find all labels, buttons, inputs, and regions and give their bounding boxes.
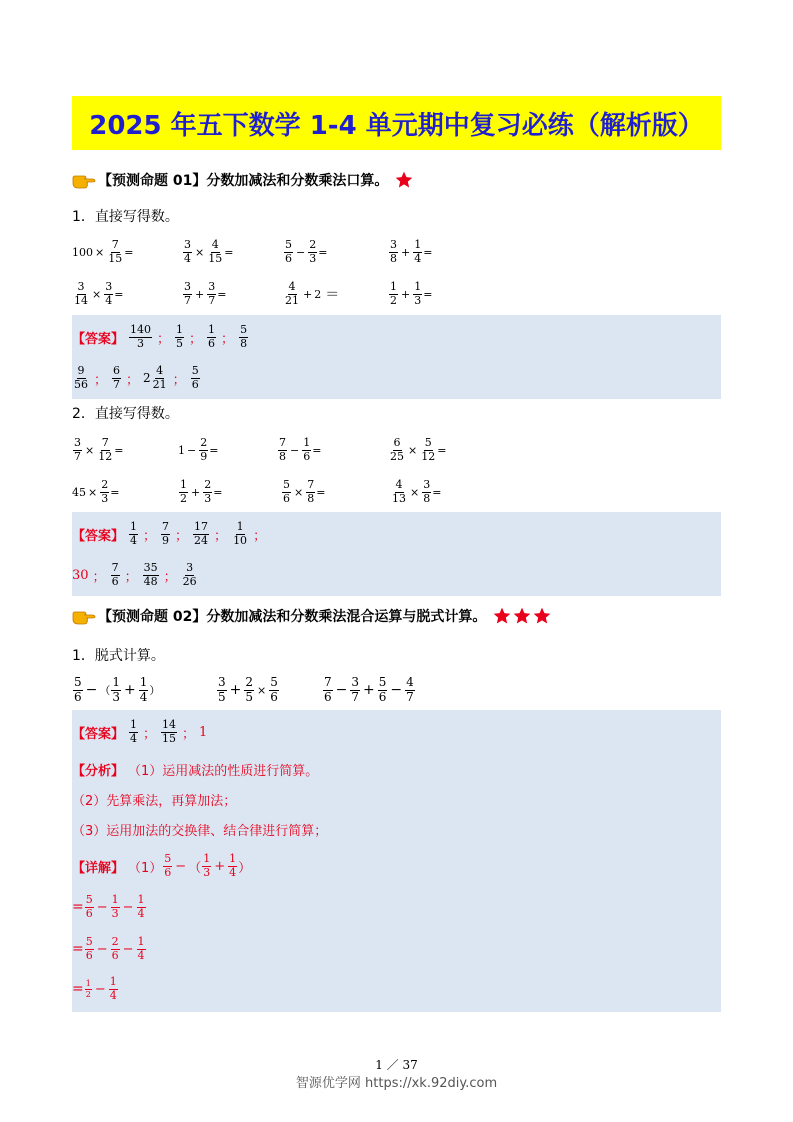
answer-box xyxy=(72,512,721,596)
answer-row: 【答案】 $\frac{1}{4}$ ； $\frac{14}{15}$ ； 1 xyxy=(72,717,208,745)
answer-row: 【答案】 $\frac{140}{3}$ ； $\frac{1}{5}$ ； $\frac{1}{6}$ ； $\frac{5}{8}$ xyxy=(72,322,248,350)
answer-row: 【答案】 $\frac{1}{4}$ ； $\frac{7}{9}$ ； $\frac{17}{24}$ ； $\frac{1}{10}$ ； xyxy=(72,519,267,547)
pointing-hand-icon xyxy=(72,607,96,625)
expression: 45 × $\frac{2}{3}$ = xyxy=(72,477,120,505)
expression-row xyxy=(72,272,721,316)
expression: $\frac{3}{14}$ × $\frac{3}{4}$ = xyxy=(74,279,124,307)
section-heading-01 xyxy=(72,170,414,190)
expression-row xyxy=(72,230,721,274)
expression-row xyxy=(72,668,721,712)
question-label: 1．脱式计算。 xyxy=(72,648,165,664)
expression: $\frac{3}{7}$ × $\frac{7}{12}$ = xyxy=(74,435,124,463)
question-label: 2．直接写得数。 xyxy=(72,406,179,422)
detail-step: = $\frac{1}{2}$ − $\frac{1}{4}$ xyxy=(72,974,117,1002)
expression-row xyxy=(72,470,721,514)
analysis-row: （2）先算乘法，再算加法； xyxy=(72,793,237,809)
page-title: 2025 年五下数学 1-4 单元期中复习必练（解析版） xyxy=(89,110,704,141)
expression: $\frac{3}{5}$ + $\frac{2}{5}$ × $\frac{5}{6}$ xyxy=(218,674,278,704)
footer-watermark: 智源优学网 https://xk.92diy.com xyxy=(295,1076,498,1091)
analysis-row: （3）运用加法的交换律、结合律进行简算； xyxy=(72,823,328,839)
difficulty-stars xyxy=(394,170,414,190)
expression: $\frac{7}{6}$ − $\frac{3}{7}$ + $\frac{5}{6}$ − $\frac{4}{7}$ xyxy=(324,674,414,704)
answer-box xyxy=(72,315,721,399)
expression-row xyxy=(72,428,721,472)
answer-box xyxy=(72,710,721,1012)
star-icon xyxy=(532,606,552,626)
question-label: 1．直接写得数。 xyxy=(72,209,179,225)
star-icon xyxy=(394,170,414,190)
expression: $\frac{4}{21}$ + 2 ＝ xyxy=(285,279,340,307)
star-icon xyxy=(492,606,512,626)
expression: $\frac{5}{6}$ × $\frac{7}{8}$ = xyxy=(283,477,326,505)
expression: $\frac{3}{8}$ + $\frac{1}{4}$ = xyxy=(390,237,433,265)
section-heading-02 xyxy=(72,606,552,626)
expression: $\frac{3}{4}$ × $\frac{4}{15}$ = xyxy=(184,237,234,265)
star-icon xyxy=(512,606,532,626)
title-banner xyxy=(72,96,721,150)
expression: $\frac{1}{2}$ + $\frac{1}{3}$ = xyxy=(390,279,433,307)
expression: $\frac{5}{6}$ − （ $\frac{1}{3}$ + $\frac{1}{4}$ ） xyxy=(74,674,161,704)
expression: 1 − $\frac{2}{9}$ = xyxy=(178,435,219,463)
expression: $\frac{5}{6}$ − $\frac{2}{3}$ = xyxy=(285,237,328,265)
expression: $\frac{6}{25}$ × $\frac{5}{12}$ = xyxy=(390,435,447,463)
section-heading-text: 【预测命题 02】分数加减法和分数乘法混合运算与脱式计算。 xyxy=(98,609,487,625)
expression: $\frac{7}{8}$ − $\frac{1}{6}$ = xyxy=(279,435,322,463)
expression: $\frac{3}{7}$ + $\frac{3}{7}$ = xyxy=(184,279,227,307)
detail-step: = $\frac{5}{6}$ − $\frac{1}{3}$ − $\frac{1}{4}$ xyxy=(72,892,145,920)
expression: $\frac{4}{13}$ × $\frac{3}{8}$ = xyxy=(392,477,442,505)
difficulty-stars xyxy=(492,606,552,626)
expression: $\frac{1}{2}$ + $\frac{2}{3}$ = xyxy=(180,477,223,505)
section-heading-text: 【预测命题 01】分数加减法和分数乘法口算。 xyxy=(98,173,389,189)
answer-row: $\frac{9}{56}$ ； $\frac{6}{7}$ ； 2 $\frac{4}{21}$ ； $\frac{5}{6}$ xyxy=(74,363,199,391)
detail-step: = $\frac{5}{6}$ − $\frac{2}{6}$ − $\frac{1}{4}$ xyxy=(72,934,145,962)
answer-row: 30 ； $\frac{7}{6}$ ； $\frac{35}{48}$ ； $\frac{3}{26}$ xyxy=(72,560,197,588)
detail-row: 【详解】 （1） $\frac{5}{6}$ − （ $\frac{1}{3}$ + $\frac{1}{4}$ ） xyxy=(72,851,252,879)
expression: 100 × $\frac{7}{15}$ = xyxy=(72,237,134,265)
pointing-hand-icon xyxy=(72,171,96,189)
analysis-row: 【分析】 （1）运用减法的性质进行简算。 xyxy=(72,763,319,779)
page-number: 1 ／ 37 xyxy=(375,1058,418,1072)
